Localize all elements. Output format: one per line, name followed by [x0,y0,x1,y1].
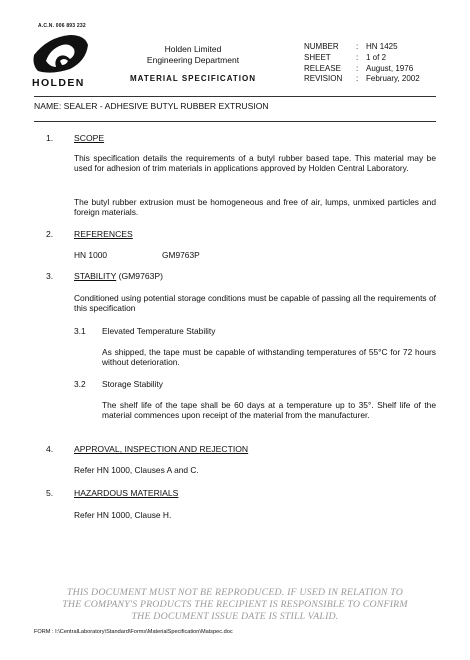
section-heading-stability: STABILITY [74,271,117,281]
meta-value: HN 1425 [366,42,398,51]
reference-item: GM9763P [162,250,200,260]
disclaimer-line: THE DOCUMENT ISSUE DATE IS STILL VALID. [131,611,339,623]
elevated-temperature-text: As shipped, the tape must be capable of withstanding temperatures of 55°C for 72 hours without deterioration. [102,347,436,368]
reference-item: HN 1000 [74,250,108,260]
brand-wordmark: HOLDEN [32,77,85,89]
section-heading-scope: SCOPE [74,133,105,143]
document-meta [304,42,420,85]
section-number: 4. [46,444,54,454]
company-name: Holden Limited [164,44,222,54]
meta-label: RELEASE [304,63,341,73]
acn-number: A.C.N. 006 893 232 [38,23,86,29]
section-heading-approval: APPROVAL, INSPECTION AND REJECTION [74,444,249,454]
subsection-number: 3.1 [74,326,86,336]
document-type: MATERIAL SPECIFICATION [130,74,256,83]
name-divider [34,121,436,122]
meta-row-release [304,64,420,75]
form-path-footer: FORM : I:\CentralLaboratory\Standard\Forms\MaterialSpecification\Matspec.doc [34,629,233,635]
meta-separator: : [356,52,359,62]
header-divider [34,96,436,97]
meta-value: February, 2002 [366,74,420,84]
meta-separator: : [356,74,359,84]
approval-text: Refer HN 1000, Clauses A and C. [74,465,199,475]
meta-label: NUMBER [304,42,339,51]
meta-row-sheet [304,53,420,64]
section-heading-note: (GM9763P) [118,271,164,281]
section-heading-references: REFERENCES [74,229,133,239]
meta-value: 1 of 2 [366,52,387,62]
section-number: 2. [46,229,54,239]
scope-paragraph-2: The butyl rubber extrusion must be homogeneous and free of air, lumps, unmixed particles and foreign materials. [74,197,436,218]
department-name: Engineering Department [146,55,240,65]
storage-stability-text: The shelf life of the tape shall be 60 days at a temperature up to 35°. Shelf life of the material commences upon receipt of the material from the manufacturer. [102,400,436,421]
hazardous-text: Refer HN 1000, Clause H. [74,510,172,520]
stability-intro: Conditioned using potential storage conditions must be capable of passing all the requirements of this specification [74,293,436,314]
section-number: 5. [46,488,54,498]
disclaimer-line: THE COMPANY'S PRODUCTS THE RECIPIENT IS RESPONSIBLE TO CONFIRM [62,599,408,611]
section-heading-hazardous: HAZARDOUS MATERIALS [74,488,179,498]
meta-value: August, 1976 [366,63,414,73]
meta-separator: : [356,63,359,73]
section-number: 3. [46,271,54,281]
section-heading-stability-row [74,271,163,281]
meta-label: SHEET [304,52,331,62]
subsection-number: 3.2 [74,379,86,389]
material-name: NAME: SEALER - ADHESIVE BUTYL RUBBER EXTRUSION [34,101,269,111]
meta-row-number [304,42,420,53]
section-number: 1. [46,133,54,143]
subsection-title-storage-stability: Storage Stability [102,379,163,389]
reproduction-disclaimer [30,587,440,624]
meta-label: REVISION [304,74,343,84]
disclaimer-line: THIS DOCUMENT MUST NOT BE REPRODUCED. IF USED IN RELATION TO [66,587,404,598]
meta-row-revision [304,74,420,85]
scope-paragraph-1: This specification details the requirements of a butyl rubber based tape. This material may be used for adhesion of trim materials in applications approved by Holden Central Laboratory. [74,153,436,174]
meta-separator: : [356,42,359,51]
subsection-title-elevated-temperature: Elevated Temperature Stability [102,326,216,336]
